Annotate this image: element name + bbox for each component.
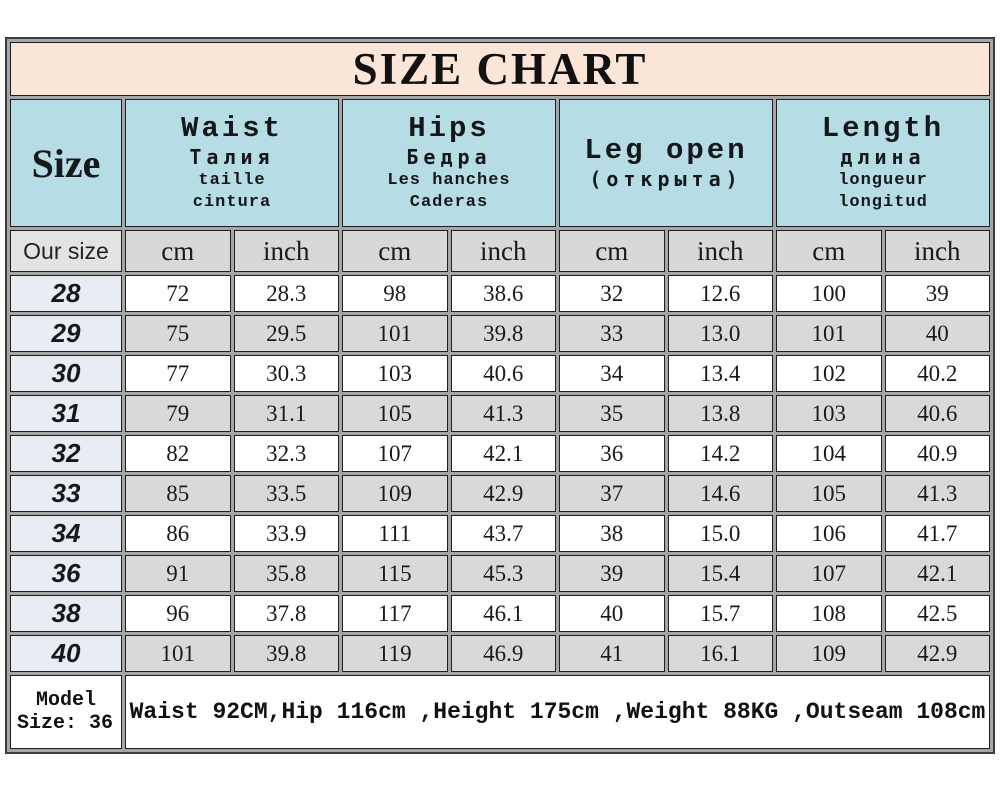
size-cell: 31 [10, 395, 122, 432]
unit-header-leg-cm: cm [559, 230, 665, 272]
leg-cm-cell: 34 [559, 355, 665, 392]
waist-label: Waist [180, 111, 283, 145]
leg-open-label: Leg open [584, 133, 748, 167]
size-cell: 33 [10, 475, 122, 512]
length-inch-cell: 41.3 [885, 475, 991, 512]
size-cell: 40 [10, 635, 122, 672]
unit-header-hips-cm: cm [342, 230, 448, 272]
length-inch-cell: 40 [885, 315, 991, 352]
hips-cm-cell: 115 [342, 555, 448, 592]
waist-inch-cell: 35.8 [234, 555, 340, 592]
column-header-size: Size [10, 99, 122, 227]
model-measurements: Waist 92CM,Hip 116cm ,Height 175cm ,Weight 88KG ,Outseam 108cm [125, 675, 990, 749]
waist-label-fr: taille [198, 171, 266, 191]
waist-inch-cell: 33.5 [234, 475, 340, 512]
hips-cm-cell: 117 [342, 595, 448, 632]
length-label-es: longitud [838, 193, 928, 213]
size-cell: 38 [10, 595, 122, 632]
size-rows [10, 275, 990, 672]
table-row [10, 275, 990, 312]
length-inch-cell: 42.9 [885, 635, 991, 672]
column-header-hips [342, 99, 556, 227]
hips-inch-cell: 40.6 [451, 355, 557, 392]
length-cm-cell: 108 [776, 595, 882, 632]
column-header-leg-open [559, 99, 773, 227]
model-size-value: Size: 36 [17, 712, 114, 735]
leg-inch-cell: 14.6 [668, 475, 774, 512]
waist-inch-cell: 31.1 [234, 395, 340, 432]
size-cell: 28 [10, 275, 122, 312]
leg-cm-cell: 38 [559, 515, 665, 552]
waist-inch-cell: 33.9 [234, 515, 340, 552]
hips-label-fr: Les hanches [387, 171, 511, 191]
table-row [10, 555, 990, 592]
length-inch-cell: 40.9 [885, 435, 991, 472]
unit-header-waist-cm: cm [125, 230, 231, 272]
unit-header-leg-inch: inch [668, 230, 774, 272]
leg-cm-cell: 39 [559, 555, 665, 592]
size-cell: 29 [10, 315, 122, 352]
footer-row [10, 675, 990, 749]
waist-cm-cell: 79 [125, 395, 231, 432]
leg-inch-cell: 12.6 [668, 275, 774, 312]
waist-inch-cell: 30.3 [234, 355, 340, 392]
hips-label-ru: Бедра [406, 145, 492, 170]
table-row [10, 635, 990, 672]
length-cm-cell: 104 [776, 435, 882, 472]
hips-cm-cell: 105 [342, 395, 448, 432]
hips-inch-cell: 43.7 [451, 515, 557, 552]
unit-header-length-inch: inch [885, 230, 991, 272]
column-header-waist [125, 99, 339, 227]
length-label-fr: longueur [838, 171, 928, 191]
leg-inch-cell: 15.7 [668, 595, 774, 632]
hips-cm-cell: 119 [342, 635, 448, 672]
length-inch-cell: 40.6 [885, 395, 991, 432]
length-cm-cell: 102 [776, 355, 882, 392]
hips-cm-cell: 98 [342, 275, 448, 312]
length-inch-cell: 41.7 [885, 515, 991, 552]
table-row [10, 515, 990, 552]
waist-label-es: cintura [192, 193, 272, 213]
hips-cm-cell: 101 [342, 315, 448, 352]
waist-inch-cell: 39.8 [234, 635, 340, 672]
length-cm-cell: 100 [776, 275, 882, 312]
leg-cm-cell: 35 [559, 395, 665, 432]
table-row [10, 395, 990, 432]
length-label-ru: длина [840, 145, 926, 170]
waist-cm-cell: 75 [125, 315, 231, 352]
hips-cm-cell: 109 [342, 475, 448, 512]
waist-cm-cell: 96 [125, 595, 231, 632]
waist-label-ru: Талия [189, 145, 275, 170]
leg-cm-cell: 32 [559, 275, 665, 312]
length-inch-cell: 39 [885, 275, 991, 312]
page-title: SIZE CHART [10, 42, 990, 96]
leg-cm-cell: 40 [559, 595, 665, 632]
column-header-length [776, 99, 990, 227]
table-row [10, 435, 990, 472]
leg-inch-cell: 16.1 [668, 635, 774, 672]
hips-inch-cell: 46.1 [451, 595, 557, 632]
size-cell: 30 [10, 355, 122, 392]
leg-cm-cell: 33 [559, 315, 665, 352]
unit-header-length-cm: cm [776, 230, 882, 272]
hips-inch-cell: 38.6 [451, 275, 557, 312]
hips-cm-cell: 107 [342, 435, 448, 472]
leg-cm-cell: 36 [559, 435, 665, 472]
title-row [10, 42, 990, 96]
leg-inch-cell: 13.0 [668, 315, 774, 352]
hips-inch-cell: 42.1 [451, 435, 557, 472]
waist-cm-cell: 101 [125, 635, 231, 672]
leg-inch-cell: 13.8 [668, 395, 774, 432]
length-cm-cell: 107 [776, 555, 882, 592]
table-row [10, 355, 990, 392]
size-cell: 36 [10, 555, 122, 592]
length-cm-cell: 106 [776, 515, 882, 552]
hips-label: Hips [408, 111, 490, 145]
model-size-cell [10, 675, 122, 749]
waist-cm-cell: 86 [125, 515, 231, 552]
waist-cm-cell: 82 [125, 435, 231, 472]
length-inch-cell: 42.1 [885, 555, 991, 592]
waist-inch-cell: 32.3 [234, 435, 340, 472]
waist-cm-cell: 91 [125, 555, 231, 592]
hips-inch-cell: 41.3 [451, 395, 557, 432]
waist-cm-cell: 77 [125, 355, 231, 392]
leg-inch-cell: 15.0 [668, 515, 774, 552]
hips-inch-cell: 42.9 [451, 475, 557, 512]
our-size-header: Our size [10, 230, 122, 272]
size-cell: 34 [10, 515, 122, 552]
leg-cm-cell: 41 [559, 635, 665, 672]
hips-inch-cell: 39.8 [451, 315, 557, 352]
model-label: Model [35, 689, 96, 712]
waist-cm-cell: 72 [125, 275, 231, 312]
waist-cm-cell: 85 [125, 475, 231, 512]
waist-inch-cell: 37.8 [234, 595, 340, 632]
size-cell: 32 [10, 435, 122, 472]
size-chart-table [5, 37, 995, 754]
length-cm-cell: 103 [776, 395, 882, 432]
table-row [10, 315, 990, 352]
leg-inch-cell: 13.4 [668, 355, 774, 392]
header-group-row [10, 99, 990, 227]
hips-cm-cell: 111 [342, 515, 448, 552]
length-cm-cell: 109 [776, 635, 882, 672]
length-cm-cell: 105 [776, 475, 882, 512]
leg-cm-cell: 37 [559, 475, 665, 512]
hips-inch-cell: 45.3 [451, 555, 557, 592]
table-row [10, 475, 990, 512]
hips-label-es: Caderas [409, 193, 489, 213]
leg-inch-cell: 15.4 [668, 555, 774, 592]
leg-inch-cell: 14.2 [668, 435, 774, 472]
leg-open-label-ru: (открыта) [589, 167, 743, 192]
hips-cm-cell: 103 [342, 355, 448, 392]
length-inch-cell: 42.5 [885, 595, 991, 632]
waist-inch-cell: 28.3 [234, 275, 340, 312]
table-row [10, 595, 990, 632]
length-inch-cell: 40.2 [885, 355, 991, 392]
length-cm-cell: 101 [776, 315, 882, 352]
length-label: Length [821, 111, 945, 145]
unit-row [10, 230, 990, 272]
unit-header-waist-inch: inch [234, 230, 340, 272]
waist-inch-cell: 29.5 [234, 315, 340, 352]
hips-inch-cell: 46.9 [451, 635, 557, 672]
unit-header-hips-inch: inch [451, 230, 557, 272]
